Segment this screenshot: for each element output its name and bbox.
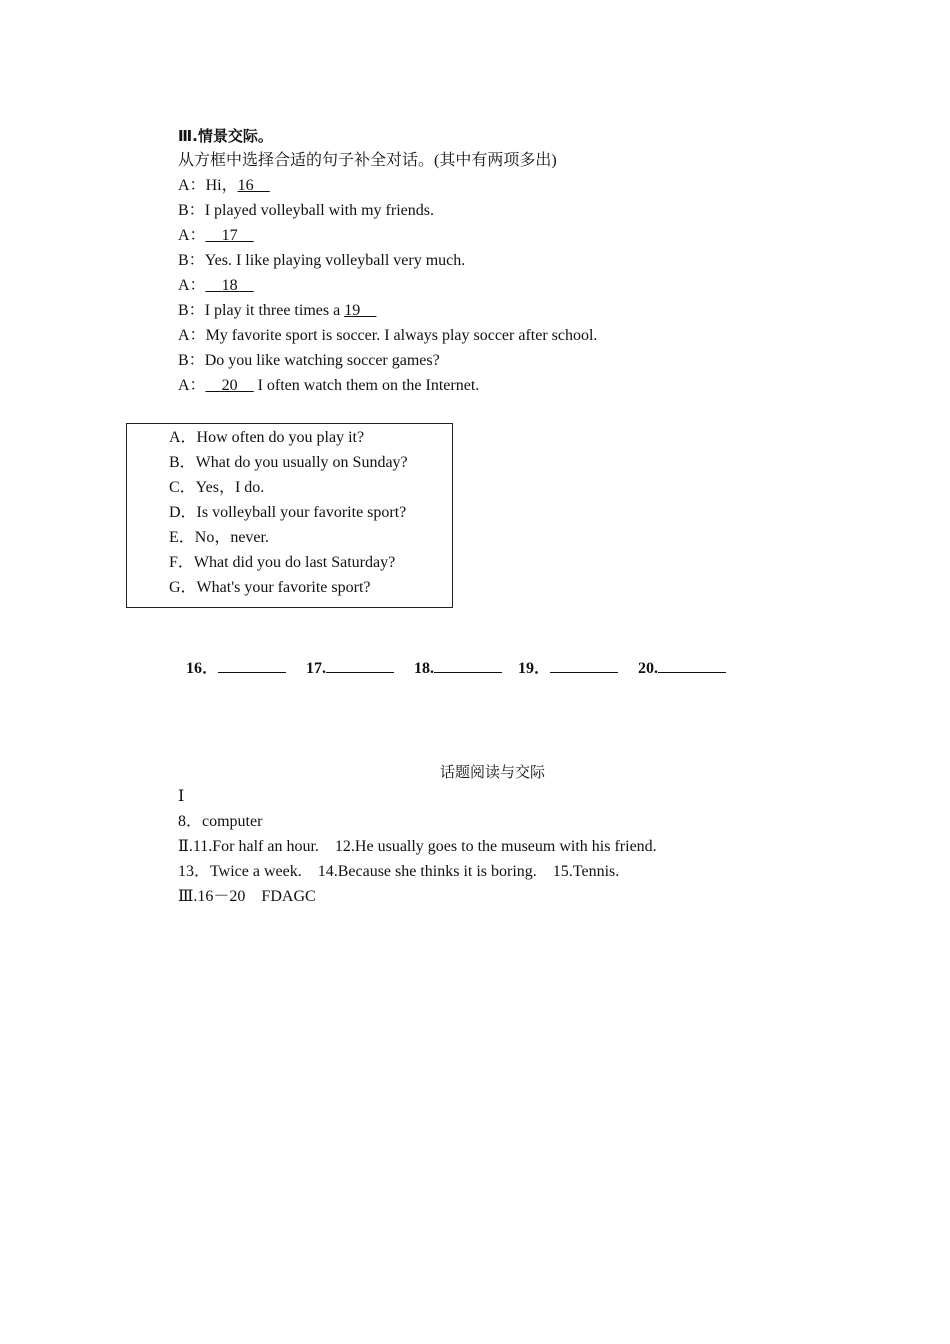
answer-blank[interactable] [326, 658, 394, 673]
answer-key-line: Ⅱ.11.For half an hour. 12.He usually goes to the museum with his friend. [178, 838, 657, 855]
dialogue-line [178, 201, 434, 221]
dialogue-blank: 16__ [237, 177, 270, 194]
speaker: A： [178, 327, 206, 344]
dialogue-blank: __17__ [205, 227, 254, 244]
dialogue-line [178, 301, 376, 321]
dialogue-line [178, 326, 597, 346]
dialogue-text: I often watch them on the Internet. [253, 377, 480, 394]
dialogue-line [178, 376, 479, 396]
dialogue-line [178, 251, 465, 271]
speaker: A： [178, 227, 206, 244]
option-e: E．No，never. [169, 529, 269, 546]
section-instruction: 从方框中选择合适的句子补全对话。(其中有两项多出) [178, 152, 557, 169]
speaker: A： [178, 377, 206, 394]
dialogue-text: I played volleyball with my friends. [204, 202, 434, 219]
answer-label: 16． [186, 660, 219, 677]
section-heading: Ⅲ.情景交际。 [178, 127, 273, 145]
option-f: F．What did you do last Saturday? [169, 554, 396, 571]
answer-key-line: 8．computer [178, 813, 263, 830]
speaker: B： [178, 352, 205, 369]
answer-blank[interactable] [434, 658, 502, 673]
speaker: A： [178, 177, 206, 194]
dialogue-line [178, 176, 270, 196]
dialogue-line [178, 276, 254, 296]
dialogue-text: My favorite sport is soccer. I always play soccer after school. [205, 327, 598, 344]
option-c: C．Yes，I do. [169, 479, 265, 496]
speaker: A： [178, 277, 206, 294]
speaker: B： [178, 252, 205, 269]
answer-label: 20. [638, 660, 659, 677]
options-box [126, 423, 453, 608]
answer-key-line: Ⅲ.16－20 FDAGC [178, 888, 316, 905]
dialogue-text: Yes. I like playing volleyball very much. [204, 252, 466, 269]
dialogue-text: I play it three times a [204, 302, 345, 319]
dialogue-line [178, 226, 254, 246]
answer-key-title: 话题阅读与交际 [439, 763, 545, 781]
dialogue-text: Hi， [205, 177, 238, 194]
answer-label: 17. [306, 660, 327, 677]
answer-blank[interactable] [550, 658, 618, 673]
answer-label: 19． [518, 660, 551, 677]
answer-blank[interactable] [658, 658, 726, 673]
option-b: B．What do you usually on Sunday? [169, 454, 408, 471]
dialogue-blank: __18__ [205, 277, 254, 294]
dialogue-blank: 19__ [344, 302, 377, 319]
option-g: G．What's your favorite sport? [169, 579, 371, 596]
answer-blanks-row [178, 638, 726, 679]
speaker: B： [178, 202, 205, 219]
dialogue-text: Do you like watching soccer games? [204, 352, 440, 369]
speaker: B： [178, 302, 205, 319]
answer-key-line: Ⅰ [178, 788, 185, 805]
answer-key-line: 13．Twice a week. 14.Because she thinks it is boring. 15.Tennis. [178, 863, 620, 880]
dialogue-blank: __20__ [205, 377, 254, 394]
answer-blank[interactable] [218, 658, 286, 673]
option-d: D．Is volleyball your favorite sport? [169, 504, 407, 521]
option-a: A．How often do you play it? [169, 429, 365, 446]
answer-label: 18. [414, 660, 435, 677]
dialogue-line [178, 351, 440, 371]
